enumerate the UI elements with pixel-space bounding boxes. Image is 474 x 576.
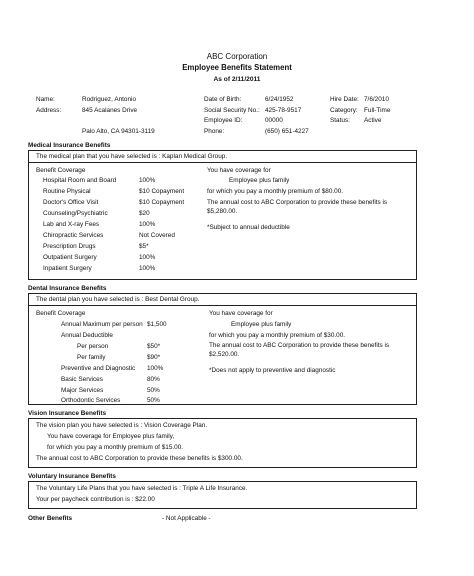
list-item-value: 100% bbox=[139, 221, 156, 228]
list-item-label: Prescription Drugs bbox=[43, 243, 96, 250]
hire-label: Hire Date: bbox=[330, 96, 359, 103]
voluntary-section-title: Voluntary Insurance Benefits bbox=[28, 473, 116, 480]
ssn-label: Social Security No.: bbox=[204, 107, 260, 114]
voluntary-contribution: Your per paycheck contribution is : $22.00 bbox=[36, 496, 155, 503]
list-item-value: 50% bbox=[147, 387, 160, 394]
list-item-value: $10 Copayment bbox=[139, 188, 185, 195]
list-item-value: $10 Copayment bbox=[139, 199, 185, 206]
medical-coverage-for: You have coverage for bbox=[207, 167, 271, 174]
dental-selected-plan: The dental plan you have selected is : Best Dental Group. bbox=[36, 296, 200, 303]
list-item-value: 100% bbox=[147, 365, 164, 372]
dental-section-title: Dental Insurance Benefits bbox=[28, 285, 107, 292]
list-item-value: 50% bbox=[147, 397, 160, 404]
address-label: Address: bbox=[36, 107, 62, 114]
vision-section-box bbox=[28, 418, 417, 468]
list-item-value: $5* bbox=[139, 243, 149, 250]
medical-coverage-title: Benefit Coverage bbox=[36, 167, 86, 174]
list-item-label: Basic Services bbox=[61, 376, 103, 383]
list-item-label: Hospital Room and Board bbox=[43, 177, 117, 184]
list-item-label: Annual Deductible bbox=[61, 332, 113, 339]
category-label: Category: bbox=[330, 107, 358, 114]
dob-value: 6/24/1952 bbox=[265, 96, 294, 103]
list-item-label: Counseling/Psychiatric bbox=[43, 210, 108, 217]
status-label: Status: bbox=[330, 117, 350, 124]
name-label: Name: bbox=[36, 96, 55, 103]
list-item-value: 80% bbox=[147, 376, 160, 383]
phone-value: (650) 651-4227 bbox=[265, 128, 309, 135]
vision-coverage: You have coverage for Employee plus family, bbox=[47, 433, 175, 440]
list-item-label: Per family bbox=[77, 354, 106, 361]
status-value: Active bbox=[364, 117, 382, 124]
list-item-value: Not Covered bbox=[139, 232, 175, 239]
vision-section-title: Vision Insurance Benefits bbox=[28, 410, 107, 417]
medical-annual-cost: The annual cost to ABC Corporation to provide these benefits is bbox=[207, 199, 388, 206]
other-benefits-title: Other Benefits bbox=[28, 515, 73, 522]
list-item-label: Outpatient Surgery bbox=[43, 254, 97, 261]
list-item-label: Major Services bbox=[61, 387, 104, 394]
list-item-value: $90* bbox=[147, 354, 161, 361]
list-item-value: 100% bbox=[139, 177, 156, 184]
list-item-label: Preventive and Diagnostic bbox=[61, 365, 136, 372]
ssn-value: 425-78-9517 bbox=[265, 107, 302, 114]
vision-annual-cost: The annual cost to ABC Corporation to provide these benefits is $300.00. bbox=[36, 455, 243, 462]
medical-premium: for which you pay a monthly premium of $80.00. bbox=[207, 188, 344, 195]
voluntary-selected-plan: The Voluntary Life Plans that you have selected is : Triple A Life Insurance. bbox=[36, 485, 248, 492]
list-item-label: Orthodontic Services bbox=[61, 397, 121, 404]
list-item-label: Annual Maximum per person bbox=[61, 321, 143, 328]
list-item-value: $1,500 bbox=[147, 321, 167, 328]
list-item-label: Inpatient Surgery bbox=[43, 265, 92, 272]
employee-name: Rodriguez, Antonio bbox=[82, 96, 137, 103]
dental-coverage-for: You have coverage for bbox=[209, 310, 273, 317]
list-item-label: Lab and X-ray Fees bbox=[43, 221, 100, 228]
dental-section-box bbox=[28, 293, 417, 405]
phone-label: Phone: bbox=[204, 128, 225, 135]
list-item-label: Per person bbox=[77, 343, 109, 350]
dob-label: Date of Birth: bbox=[204, 96, 242, 103]
dental-annual-cost: The annual cost to ABC Corporation to provide these benefits is bbox=[209, 342, 390, 349]
medical-section-box bbox=[28, 150, 417, 280]
dental-coverage-type: Employee plus family bbox=[231, 321, 292, 328]
medical-selected-row bbox=[29, 151, 416, 163]
medical-footnote: *Subject to annual deductible bbox=[207, 224, 290, 231]
dental-selected-row bbox=[29, 294, 416, 306]
list-item-label: Doctor's Office Visit bbox=[43, 199, 99, 206]
statement-title: Employee Benefits Statement bbox=[182, 63, 292, 72]
medical-annual-cost-amount: $5,280.00. bbox=[207, 208, 238, 215]
list-item-label: Routine Physical bbox=[43, 188, 91, 195]
dental-coverage-title: Benefit Coverage bbox=[36, 310, 86, 317]
address-line1: 845 Acalanes Drive bbox=[82, 107, 138, 114]
empid-value: 00000 bbox=[265, 117, 283, 124]
list-item-value: 100% bbox=[139, 254, 156, 261]
empid-label: Employee ID: bbox=[204, 117, 243, 124]
medical-section-title: Medical Insurance Benefits bbox=[28, 142, 111, 149]
list-item-value: $50* bbox=[147, 343, 161, 350]
dental-annual-cost-amount: $2,520.00. bbox=[209, 351, 240, 358]
list-item-label: Chiropractic Services bbox=[43, 232, 104, 239]
list-item-value: 100% bbox=[139, 265, 156, 272]
dental-premium: for which you pay a monthly premium of $30.00. bbox=[209, 332, 346, 339]
vision-selected-plan: The vision plan you have selected is : Vision Coverage Plan. bbox=[36, 422, 208, 429]
as-of-date: As of 2/11/2011 bbox=[213, 76, 261, 83]
company-name: ABC Corporation bbox=[206, 52, 268, 61]
address-line2: Palo Alto, CA 94301-3119 bbox=[82, 128, 155, 135]
hire-value: 7/6/2010 bbox=[364, 96, 389, 103]
list-item-value: $20 bbox=[139, 210, 150, 217]
voluntary-section-box bbox=[28, 481, 417, 509]
other-benefits-value: - Not Applicable - bbox=[162, 515, 211, 522]
medical-selected-plan: The medical plan that you have selected is : Kaplan Medical Group. bbox=[36, 153, 228, 160]
category-value: Full-Time bbox=[364, 107, 391, 114]
medical-coverage-type: Employee plus family bbox=[229, 177, 290, 184]
dental-footnote: *Does not apply to preventive and diagnostic bbox=[209, 367, 336, 374]
vision-premium: for which you pay a monthly premium of $15.00. bbox=[47, 444, 184, 451]
